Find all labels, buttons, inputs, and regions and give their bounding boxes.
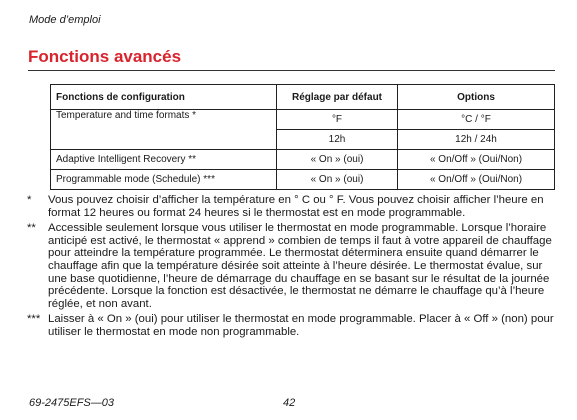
- page-number: 42: [283, 397, 296, 409]
- configuration-table: [50, 84, 555, 190]
- table-row: [51, 150, 555, 170]
- function-cell: Temperature and time formats *: [51, 110, 277, 150]
- default-cell: « On » (oui): [277, 170, 398, 190]
- column-header-function: Fonctions de configuration: [51, 85, 277, 110]
- options-cell: « On/Off » (Oui/Non): [398, 170, 555, 190]
- footnote-text: Laisser à « On » (oui) pour utiliser le thermostat en mode programmable. Placer à « Off » (non) pour utiliser le thermostat en mode non programmable.: [48, 313, 554, 338]
- header-label: Mode d’emploi: [29, 14, 101, 26]
- footnote-text: Vous pouvez choisir d’afficher la température en ° C ou ° F. Vous pouvez choisir afficher l’heure en format 12 heures ou format 24 heures si le thermostat est en mode programmable.: [48, 194, 544, 219]
- table-header-row: [51, 85, 555, 110]
- default-cell: °F: [277, 110, 398, 130]
- document-code: 69-2475EFS—03: [29, 397, 114, 409]
- title-divider: [28, 70, 555, 71]
- footnote-text: Accessible seulement lorsque vous utiliser le thermostat en mode programmable. Lorsque l’horaire anticipé est activé, le thermostat « apprend » combien de temps il faut à votre appareil de chauffage pour atteindre la température programmée. Le thermostat déterminera ensuite quand démarrer le chauffage afin que la température désirée soit atteinte à l’heure désirée. Le thermostat évalue, sur une base quotidienne, l’heure de démarrage du chauffage en se basant sur le résultat de la journée précédente. Lorsque la fonction est désactivée, le thermostat ne démarre le chauffage qu’à l’heure réglée, et non avant.: [48, 222, 552, 310]
- default-cell: 12h: [277, 130, 398, 150]
- footnote-marker: *: [27, 194, 32, 206]
- section-title: Fonctions avancés: [28, 47, 182, 66]
- default-cell: « On » (oui): [277, 150, 398, 170]
- footnote-marker: ***: [27, 313, 41, 326]
- table-row: [51, 110, 555, 130]
- function-cell: Adaptive Intelligent Recovery **: [51, 150, 277, 170]
- table-row: [51, 170, 555, 190]
- footnote: [27, 313, 557, 338]
- footnote: [27, 194, 557, 219]
- options-cell: °C / °F: [398, 110, 555, 130]
- column-header-options: Options: [398, 85, 555, 110]
- options-cell: 12h / 24h: [398, 130, 555, 150]
- column-header-default: Réglage par défaut: [277, 85, 398, 110]
- footnote: [27, 222, 557, 310]
- function-cell: Programmable mode (Schedule) ***: [51, 170, 277, 190]
- footnote-marker: **: [27, 222, 36, 235]
- options-cell: « On/Off » (Oui/Non): [398, 150, 555, 170]
- footnotes: [27, 194, 557, 342]
